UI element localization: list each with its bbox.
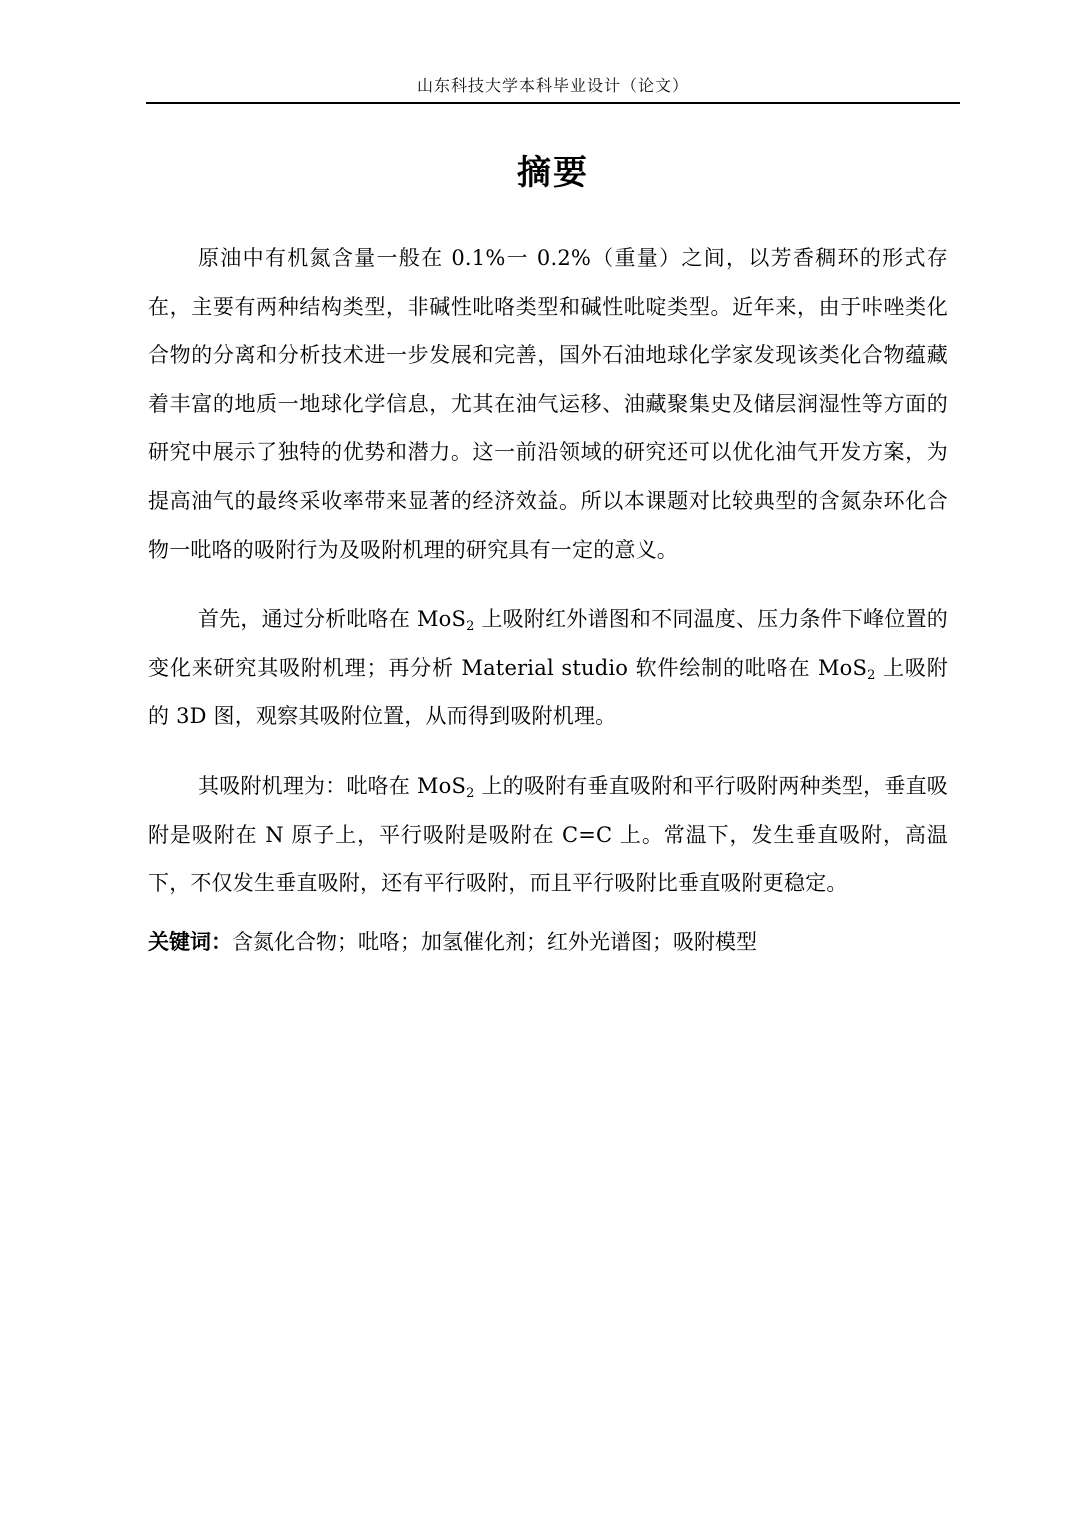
abstract-paragraph-2	[148, 595, 948, 741]
p3-text-a: 其吸附机理为：吡咯在 MoS	[198, 773, 467, 798]
abstract-paragraph-1: 原油中有机氮含量一般在 0.1%一 0.2%（重量）之间，以芳香稠环的形式存在，主要有两种结构类型，非碱性吡咯类型和碱性吡啶类型。近年来，由于咔唑类化合物的分离和分析技术进一步发展和完善，国外石油地球化学家发现该类化合物蕴藏着丰富的地质一地球化学信息，尤其在油气运移、油藏聚集史及储层润湿性等方面的研究中展示了独特的优势和潜力。这一前沿领域的研究还可以优化油气开发方案，为提高油气的最终采收率带来显著的经济效益。所以本课题对比较典型的含氮杂环化合物一吡咯的吸附行为及吸附机理的研究具有一定的意义。	[148, 246, 948, 562]
p2-text-c: 上吸附的 3D 图，观察其吸附位置，从而得到吸附机理。	[148, 655, 948, 729]
keywords-label: 关键词：	[148, 929, 232, 954]
abstract-body	[148, 234, 948, 966]
keywords-list: 含氮化合物；吡咯；加氢催化剂；红外光谱图；吸附模型	[232, 929, 757, 954]
keywords-line	[148, 918, 948, 967]
p2-subscript-2: 2	[867, 667, 876, 683]
header-title: 山东科技大学本科毕业设计（论文）	[416, 76, 689, 95]
p2-text-b: 上吸附红外谱图和不同温度、压力条件下峰位置的变化来研究其吸附机理；再分析 Material studio 软件绘制的吡咯在 MoS	[148, 607, 948, 680]
abstract-title: 摘要	[517, 153, 589, 193]
abstract-paragraph-3	[148, 762, 948, 908]
page-header	[146, 74, 960, 104]
p3-subscript-1: 2	[466, 785, 475, 801]
p3-text-b: 上的吸附有垂直吸附和平行吸附两种类型，垂直吸附是吸附在 N 原子上，平行吸附是吸附在 C=C 上。常温下，发生垂直吸附，高温下，不仅发生垂直吸附，还有平行吸附，而且平行吸附比垂直吸附更稳定。	[148, 773, 948, 896]
p2-subscript-1: 2	[466, 619, 475, 635]
p2-text-a: 首先，通过分析吡咯在 MoS	[198, 607, 467, 632]
